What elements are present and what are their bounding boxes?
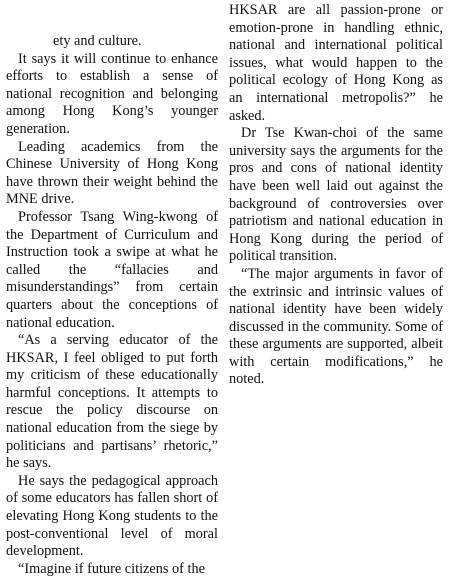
paragraph: He says the pedagogical approach of some educators has fallen short of elevating Hong Kong students to the post-conventional level of moral development. bbox=[6, 472, 218, 560]
paragraph: It says it will continue to enhance efforts to establish a sense of national recognition and belonging among Hong Kong’s younger generation. bbox=[6, 50, 218, 137]
paragraph: Dr Tse Kwan-choi of the same university says the arguments for the pros and cons of national identity have been well laid out against the background of controversies over patriotism and national education in Hong Kong during the period of political transition. bbox=[229, 125, 443, 265]
paragraph: HKSAR are all passion-prone or emotion-prone in handling ethnic, national and international political issues, what would happen to the political ecology of Hong Kong as an international metropolis?” he asked. bbox=[229, 2, 443, 124]
paragraph: “The major arguments in favor of the extrinsic and intrinsic values of national identity have been widely discussed in the community. Some of these arguments are supported, albeit with certain modifications,” he noted. bbox=[229, 265, 443, 388]
left-column bbox=[6, 33, 218, 578]
paragraph: Professor Tsang Wing-kwong of the Department of Curriculum and Instruction took a swipe at what he called the “fallacies and misunderstandings” from certain quarters about the conceptions of national education. bbox=[6, 208, 218, 331]
paragraph: “As a serving educator of the HKSAR, I feel obliged to put forth my criticism of these educationally harmful conceptions. It attempts to rescue the policy discourse on national education from the siege by politicians and partisans’ rhetoric,” he says. bbox=[6, 332, 218, 472]
paragraph: Leading academics from the Chinese University of Hong Kong have thrown their weight behind the MNE drive. bbox=[6, 138, 218, 208]
paragraph: ety and culture. bbox=[53, 33, 142, 49]
right-column bbox=[229, 2, 443, 389]
paragraph: “Imagine if future citizens of the bbox=[18, 560, 205, 577]
